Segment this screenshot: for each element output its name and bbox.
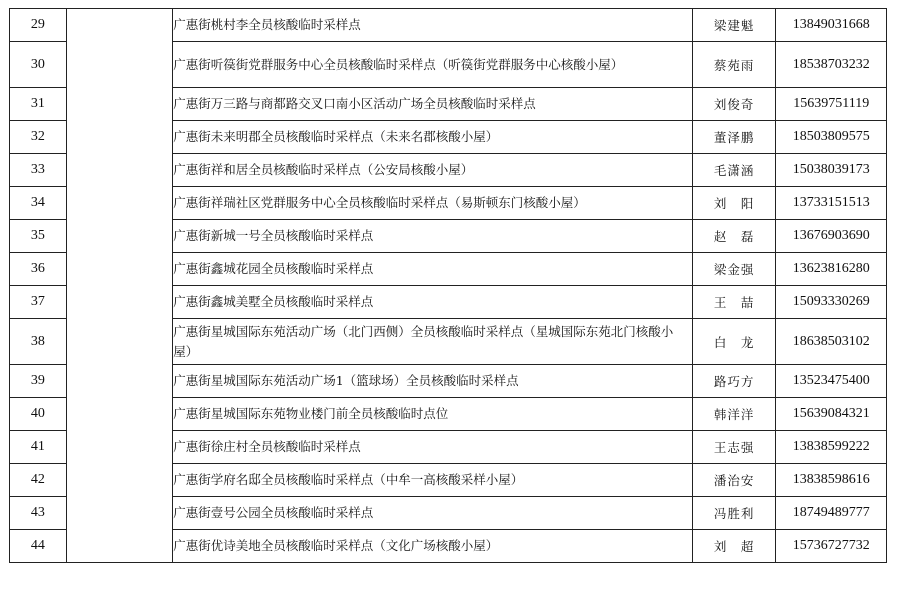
row-number: 36 [10, 253, 67, 286]
sampling-site: 广惠街听篌街党群服务中心全员核酸临时采样点（听篌街党群服务中心核酸小屋） [173, 42, 693, 88]
contact-person: 梁建魁 [692, 9, 776, 42]
contact-phone: 13733151513 [776, 187, 887, 220]
contact-person: 王 喆 [692, 286, 776, 319]
sampling-points-table [9, 8, 887, 563]
contact-phone: 18503809575 [776, 121, 887, 154]
contact-phone: 15736727732 [776, 530, 887, 563]
contact-phone: 18538703232 [776, 42, 887, 88]
contact-phone: 15093330269 [776, 286, 887, 319]
sampling-site: 广惠街星城国际东苑物业楼门前全员核酸临时点位 [173, 398, 693, 431]
row-number: 41 [10, 431, 67, 464]
table-body [10, 9, 887, 563]
contact-person: 王志强 [692, 431, 776, 464]
contact-person: 蔡苑雨 [692, 42, 776, 88]
table-row [10, 9, 887, 42]
row-number: 32 [10, 121, 67, 154]
contact-phone: 18749489777 [776, 497, 887, 530]
merged-district-cell [66, 9, 172, 563]
sampling-site: 广惠街鑫城花园全员核酸临时采样点 [173, 253, 693, 286]
row-number: 37 [10, 286, 67, 319]
row-number: 43 [10, 497, 67, 530]
contact-person: 梁金强 [692, 253, 776, 286]
contact-person: 毛潇涵 [692, 154, 776, 187]
row-number: 33 [10, 154, 67, 187]
row-number: 35 [10, 220, 67, 253]
row-number: 42 [10, 464, 67, 497]
row-number: 44 [10, 530, 67, 563]
row-number: 34 [10, 187, 67, 220]
contact-person: 刘俊奇 [692, 88, 776, 121]
contact-phone: 15639751119 [776, 88, 887, 121]
row-number: 31 [10, 88, 67, 121]
contact-phone: 13676903690 [776, 220, 887, 253]
sampling-site: 广惠街祥和居全员核酸临时采样点（公安局核酸小屋） [173, 154, 693, 187]
row-number: 38 [10, 319, 67, 365]
sampling-site: 广惠街未来明郡全员核酸临时采样点（未来名郡核酸小屋） [173, 121, 693, 154]
sampling-site: 广惠街新城一号全员核酸临时采样点 [173, 220, 693, 253]
sampling-site: 广惠街鑫城美墅全员核酸临时采样点 [173, 286, 693, 319]
sampling-site: 广惠街壹号公园全员核酸临时采样点 [173, 497, 693, 530]
contact-phone: 15639084321 [776, 398, 887, 431]
contact-person: 韩洋洋 [692, 398, 776, 431]
sampling-site: 广惠街万三路与商都路交叉口南小区活动广场全员核酸临时采样点 [173, 88, 693, 121]
sampling-site: 广惠街学府名邸全员核酸临时采样点（中牟一高核酸采样小屋） [173, 464, 693, 497]
contact-person: 冯胜利 [692, 497, 776, 530]
sampling-site: 广惠街星城国际东苑活动广场1（篮球场）全员核酸临时采样点 [173, 365, 693, 398]
sampling-site: 广惠街徐庄村全员核酸临时采样点 [173, 431, 693, 464]
contact-person: 路巧方 [692, 365, 776, 398]
row-number: 40 [10, 398, 67, 431]
row-number: 30 [10, 42, 67, 88]
contact-person: 白 龙 [692, 319, 776, 365]
contact-person: 潘治安 [692, 464, 776, 497]
contact-phone: 13623816280 [776, 253, 887, 286]
sampling-site: 广惠街祥瑞社区党群服务中心全员核酸临时采样点（易斯顿东门核酸小屋） [173, 187, 693, 220]
contact-phone: 13849031668 [776, 9, 887, 42]
contact-phone: 15038039173 [776, 154, 887, 187]
contact-person: 刘 超 [692, 530, 776, 563]
contact-phone: 18638503102 [776, 319, 887, 365]
sampling-site: 广惠街桃村李全员核酸临时采样点 [173, 9, 693, 42]
contact-person: 董泽鹏 [692, 121, 776, 154]
contact-person: 赵 磊 [692, 220, 776, 253]
contact-phone: 13523475400 [776, 365, 887, 398]
sampling-site: 广惠街星城国际东苑活动广场（北门西侧）全员核酸临时采样点（星城国际东苑北门核酸小屋） [173, 319, 693, 365]
contact-person: 刘 阳 [692, 187, 776, 220]
row-number: 29 [10, 9, 67, 42]
row-number: 39 [10, 365, 67, 398]
contact-phone: 13838599222 [776, 431, 887, 464]
sampling-site: 广惠街优诗美地全员核酸临时采样点（文化广场核酸小屋） [173, 530, 693, 563]
contact-phone: 13838598616 [776, 464, 887, 497]
